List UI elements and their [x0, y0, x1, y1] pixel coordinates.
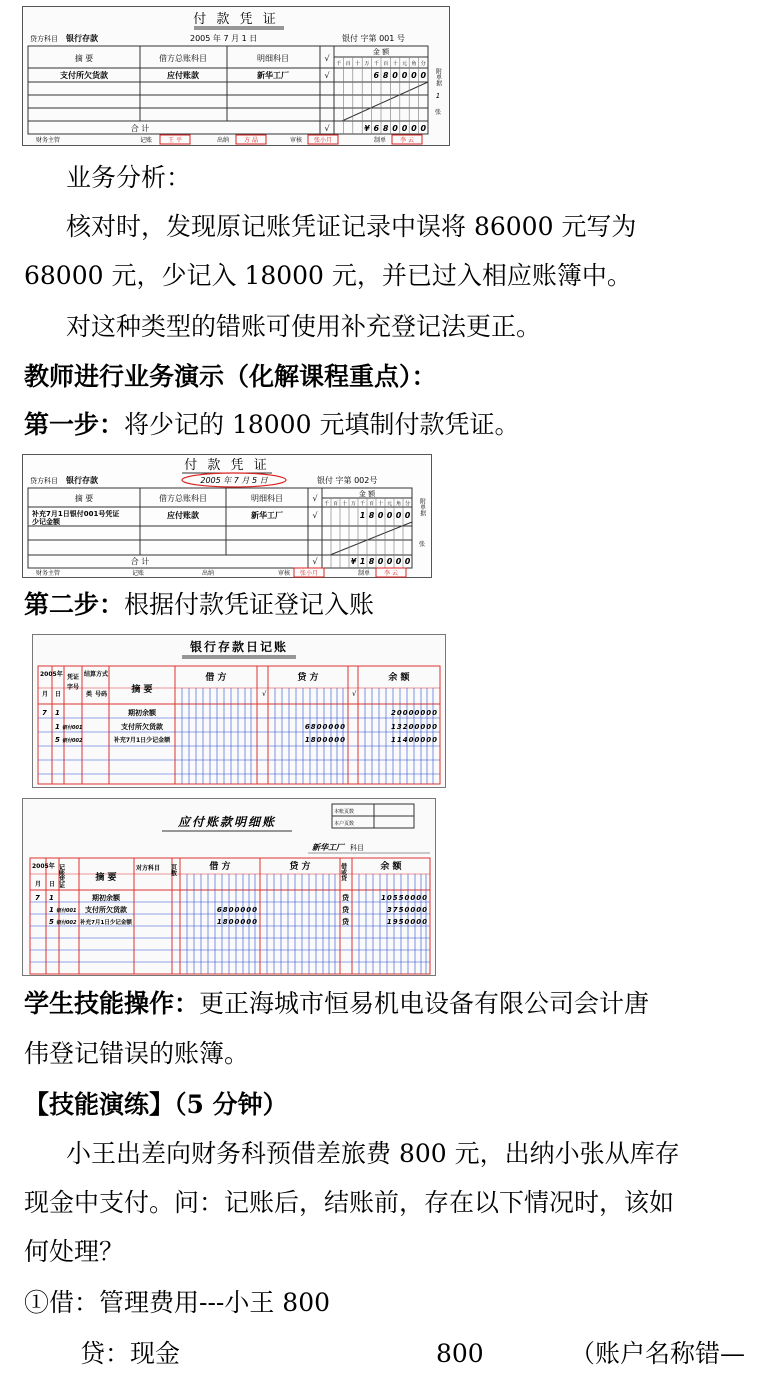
voucher-title: 付 款 凭 证: [193, 12, 279, 27]
row-debit-account: 应付账款: [167, 71, 199, 80]
header-check: √: [312, 494, 318, 503]
check-mark: √: [262, 690, 267, 698]
row-summary: 支付所欠货款: [121, 723, 163, 731]
step-1-label: 第一步：: [24, 410, 125, 439]
digit-header: 十: [354, 61, 361, 67]
credit-subject-label: 贷方科目: [30, 477, 58, 485]
row-day: 5: [55, 736, 60, 744]
row-day: 1: [49, 894, 54, 902]
supervisor-label: 财务主管: [36, 137, 61, 144]
row-balance: 10550000: [381, 894, 428, 902]
header-amount: 金 额: [358, 490, 376, 498]
row-month: 7: [35, 894, 40, 902]
row-digit: 8: [368, 511, 375, 520]
row-day: 5: [49, 918, 54, 926]
case-1-note: （账户名称错—: [570, 1339, 746, 1368]
total-digit: 6: [373, 124, 380, 133]
step-2-label: 第二步：: [24, 590, 125, 619]
auditor-stamp: 张小月: [313, 137, 333, 144]
col-month: 月: [42, 691, 49, 698]
row-check: √: [324, 71, 330, 80]
digit-header: 元: [386, 501, 393, 507]
row-dir: 贷: [342, 894, 349, 902]
analysis-heading: 业务分析：: [66, 163, 192, 192]
col-settle-type: 类: [86, 691, 93, 698]
case-1-credit-label: 贷：现金: [80, 1339, 181, 1368]
row-summary: 补充7月1日少记金额: [80, 920, 132, 926]
credit-subject: 银行存款: [66, 34, 98, 43]
row-summary-2: 少记金额: [32, 518, 60, 526]
col-balance: 余 额: [388, 673, 410, 683]
col-day: 日: [49, 881, 56, 888]
col-debit: 借 方: [209, 862, 231, 872]
row-balance: 11400000: [391, 736, 438, 744]
bookkeeper-label: 记账: [140, 137, 153, 144]
total-digit: 0: [386, 557, 393, 566]
col-year: 2005年: [40, 671, 63, 678]
row-digit: 0: [386, 511, 393, 520]
row-digit: 0: [404, 511, 411, 520]
col-month: 月: [35, 881, 42, 888]
preparer-label: 制单: [358, 570, 371, 577]
col-page: 页数: [169, 864, 177, 876]
bookkeeper-stamp: 王 平: [168, 137, 182, 144]
cashier-label: 出纳: [217, 137, 230, 144]
row-balance: 3750000: [386, 906, 428, 914]
row-digit: 0: [401, 71, 408, 80]
row-digit: 1: [359, 511, 366, 520]
supervisor-label: 财务主管: [36, 570, 61, 577]
digit-header: 万: [364, 61, 370, 67]
total-check: √: [312, 557, 318, 566]
digit-header: 十: [341, 501, 348, 507]
row-digit: 0: [377, 511, 384, 520]
total-digit: 8: [382, 124, 389, 133]
row-debit: 1800000: [216, 918, 258, 926]
digit-header: 百: [383, 61, 389, 67]
analysis-line-2: 68000 元，少记入 18000 元，并已过入相应账簿中。: [24, 261, 632, 290]
row-debit: 6800000: [216, 906, 258, 914]
student-text-1: 更正海城市恒易机电设备有限公司会计唐: [199, 989, 650, 1018]
drill-heading: 【技能演练】（5 分钟）: [24, 1090, 288, 1119]
col-settle-no: 号码: [95, 691, 108, 698]
cashier-label: 出纳: [202, 570, 215, 577]
row-month: 7: [42, 709, 47, 717]
auditor-stamp: 张小月: [299, 570, 319, 577]
row-summary: 支付所欠货款: [60, 71, 108, 80]
col-summary: 摘 要: [95, 873, 117, 883]
digit-header: 分: [404, 501, 411, 507]
teacher-heading: 教师进行业务演示（化解课程重点）：: [24, 362, 437, 391]
total-digit: 0: [420, 124, 427, 133]
analysis-line-1: 核对时，发现原记账凭证记录中误将 86000 元写为: [66, 212, 637, 241]
case-1-debit: ①借：管理费用---小王 800: [24, 1288, 331, 1317]
header-detail-account: 明细科目: [257, 54, 289, 63]
row-detail-account: 新华工厂: [257, 71, 289, 80]
drill-line-2: 现金中支付。问：记账后，结账前，存在以下情况时，该如: [24, 1188, 675, 1217]
cashier-stamp: 方 晶: [244, 137, 258, 144]
credit-subject-label: 贷方科目: [30, 35, 58, 43]
side-unit: 张: [434, 109, 442, 116]
step-2: [24, 590, 764, 620]
student-line-1: [24, 989, 764, 1019]
row-voucher: 银付001: [56, 908, 77, 914]
row-balance: 1950000: [386, 918, 428, 926]
student-line-2: 伟登记错误的账簿。: [24, 1039, 250, 1068]
row-dir: 贷: [342, 918, 349, 926]
step-2-text: 根据付款凭证登记入账: [124, 590, 375, 619]
col-counter: 对方科目: [136, 865, 161, 872]
method-line: 对这种类型的错账可使用补充登记法更正。: [66, 312, 542, 341]
voucher-date: 2005 年 7 月 5 日: [200, 476, 268, 485]
row-digit: 8: [382, 71, 389, 80]
step-1-text: 将少记的 18000 元填制付款凭证。: [124, 410, 520, 439]
accounts-payable-ledger: [22, 798, 436, 976]
digit-header: 千: [373, 61, 379, 67]
side-unit: 张: [418, 541, 426, 548]
row-day: 1: [55, 723, 60, 731]
digit-header: 十: [392, 61, 398, 67]
voucher-number: 银付 字第 001 号: [342, 34, 405, 43]
preparer-label: 制单: [374, 137, 387, 144]
header-debit-account: 借方总账科目: [159, 54, 207, 63]
house-label: 本户页数: [334, 821, 355, 827]
auditor-label: 审核: [278, 570, 291, 577]
row-dir: 贷: [342, 906, 349, 914]
step-1: [24, 410, 764, 440]
row-day: 1: [49, 906, 54, 914]
row-debit-account: 应付账款: [167, 511, 199, 520]
voucher-number: 银付 字第 002号: [317, 476, 378, 485]
ledger-subject: 新华工厂: [312, 843, 344, 852]
row-digit: 0: [420, 71, 427, 80]
header-summary: 摘 要: [74, 494, 94, 503]
total-digit: 0: [411, 124, 417, 133]
col-voucher-2: 字号: [67, 684, 80, 691]
digit-header: 角: [411, 61, 417, 67]
row-digit: 0: [395, 511, 402, 520]
row-check: √: [312, 511, 318, 520]
total-check: √: [324, 124, 330, 133]
row-summary: 支付所欠货款: [85, 906, 127, 914]
total-digit: 0: [395, 557, 402, 566]
check-mark: √: [352, 690, 357, 698]
total-digit: ¥: [350, 557, 357, 566]
digit-header: 千: [323, 501, 330, 507]
row-detail-account: 新华工厂: [251, 511, 283, 520]
col-credit: 贷 方: [297, 673, 319, 683]
ledger-subject-suffix: 科目: [350, 844, 364, 852]
row-credit: 6800000: [304, 723, 346, 731]
credit-subject: 银行存款: [66, 476, 98, 485]
digit-header: 千: [336, 61, 342, 67]
preparer-stamp: 李 云: [400, 137, 414, 144]
digit-header: 十: [377, 501, 384, 507]
row-digit: 6: [373, 71, 380, 80]
header-summary: 摘 要: [74, 54, 94, 63]
col-dir: 借或贷: [339, 863, 347, 881]
drill-line-3: 何处理？: [24, 1237, 125, 1266]
header-check: √: [324, 54, 330, 63]
voucher-date: 2005 年 7 月 1 日: [190, 34, 258, 43]
payment-voucher-1: [22, 6, 450, 146]
case-1-credit-amount: 800: [436, 1339, 484, 1368]
total-label: 合 计: [130, 557, 150, 566]
side-note: 附单据: [418, 498, 426, 516]
digit-header: 角: [395, 501, 402, 507]
col-voucher: 凭证: [67, 674, 80, 681]
bookkeeper-label: 记账: [132, 570, 145, 577]
row-summary: 补充7月1日银付001号凭证: [32, 510, 120, 518]
side-count: 1: [435, 92, 441, 100]
row-voucher: 银付002: [56, 920, 77, 926]
auditor-label: 审核: [290, 137, 303, 144]
header-debit-account: 借方总账科目: [159, 494, 207, 503]
total-digit: 1: [359, 557, 366, 566]
total-digit: 0: [392, 124, 398, 133]
col-debit: 借 方: [205, 673, 227, 683]
journal-title: 银行存款日记账: [189, 640, 289, 654]
digit-header: 万: [350, 501, 357, 507]
row-digit: 0: [411, 71, 417, 80]
col-day: 日: [55, 691, 62, 698]
digit-header: 百: [345, 61, 351, 67]
ledger-title: 应付账款明细账: [177, 815, 277, 829]
row-digit: 0: [392, 71, 398, 80]
total-digit: ¥: [364, 124, 370, 133]
digit-header: 千: [359, 501, 366, 507]
page-label: 本账页数: [334, 809, 355, 815]
total-label: 合 计: [130, 124, 150, 133]
digit-header: 分: [420, 61, 426, 67]
student-label: 学生技能操作：: [24, 989, 200, 1018]
header-amount: 金 额: [372, 48, 390, 56]
total-digit: 0: [404, 557, 411, 566]
drill-line-1: 小王出差向财务科预借差旅费 800 元，出纳小张从库存: [66, 1139, 680, 1168]
total-digit: 8: [368, 557, 375, 566]
col-voucher: 记账凭证: [57, 864, 65, 888]
col-summary: 摘 要: [131, 685, 153, 695]
total-digit: 0: [377, 557, 384, 566]
col-year: 2005年: [32, 863, 55, 870]
col-credit: 贷 方: [289, 862, 311, 872]
row-voucher: 银付002: [62, 738, 83, 744]
voucher-title: 付 款 凭 证: [184, 458, 270, 473]
row-credit: 1800000: [304, 736, 346, 744]
col-balance: 余 额: [380, 862, 402, 872]
row-voucher: 银付001: [62, 725, 83, 731]
row-balance: 13200000: [391, 723, 438, 731]
preparer-stamp: 李 云: [384, 570, 398, 577]
row-balance: 20000000: [391, 709, 438, 717]
bank-deposit-journal: [32, 634, 446, 788]
row-summary: 期初余额: [92, 894, 120, 902]
header-detail-account: 明细科目: [251, 494, 283, 503]
row-summary: 期初余额: [128, 709, 156, 717]
col-settle: 结算方式: [84, 671, 109, 678]
digit-header: 百: [368, 501, 375, 507]
row-summary: 补充7月1日少记金额: [113, 737, 171, 744]
total-digit: 0: [401, 124, 408, 133]
payment-voucher-2: [22, 454, 432, 578]
row-day: 1: [55, 709, 60, 717]
digit-header: 百: [332, 501, 339, 507]
digit-header: 元: [401, 61, 408, 67]
side-note: 附单据: [434, 68, 442, 86]
